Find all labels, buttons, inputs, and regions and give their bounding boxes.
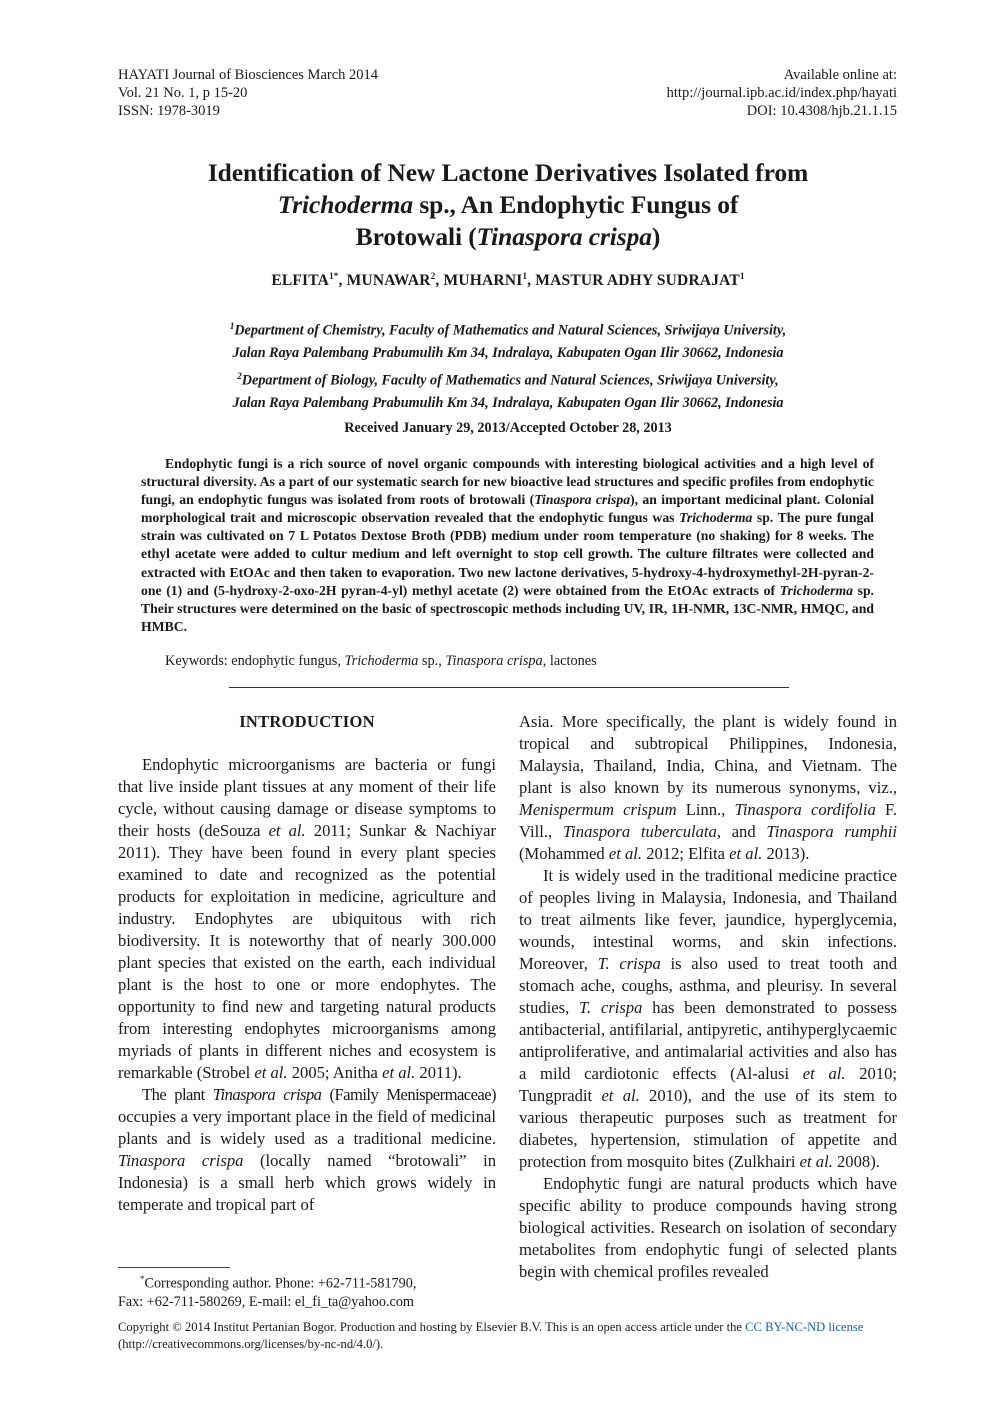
footnote-line-1: *Corresponding author. Phone: +62-711-581790, [140,1274,417,1292]
copyright-notice: Copyright © 2014 Institut Pertanian Bogor. Production and hosting by Elsevier B.V. This is an open access article under the CC BY-NC-ND license (http://creativecommons.org/licenses/by-nc-nd/4.0/). [118,1320,864,1351]
title-line-2: Trichoderma sp., An Endophytic Fungus of [277,190,739,219]
volume-line: Vol. 21 No. 1, p 15-20 [118,85,248,101]
abstract: Endophytic fungi is a rich source of novel organic compounds with interesting biological activities and a high level of structural diversity. As a part of our systematic search for new bioactive lead structures and specific profiles from endophytic fungi, an endophytic fungus was isolated from roots of brotowali (Tinaspora crispa), an important medicinal plant. Colonial morphological trait and microscopic observation revealed that the endophytic fungus was Trichoderma sp. The pure fungal strain was cultivated on 7 L Potatos Dextose Broth (PDB) medium under room temperature (no shaking) for 8 weeks. The ethyl acetate were added to cultur medium and left overnight to stop cell growth. The culture filtrates were collected and extracted with EtOAc and then taken to evaporation. Two new lactone derivatives, 5-hydroxy-4-hydroxymethyl-2H-pyran-2-one (1) and (5-hydroxy-2-oxo-2H pyran-4-yl) methyl acetate (2) were obtained from the EtOAc extracts of Trichoderma sp. Their structures were determined on the basic of spectroscopic methods including UV, IR, 1H-NMR, 13C-NMR, HMQC, and HMBC. [141,456,875,634]
section-divider [229,687,789,688]
license-url[interactable]: (http://creativecommons.org/licenses/by-nc-nd/4.0/). [118,1337,384,1351]
license-link[interactable]: CC BY-NC-ND license [745,1320,864,1334]
footnote-divider [118,1267,230,1268]
issn-line: ISSN: 1978-3019 [118,103,220,119]
online-info [477,66,897,120]
intro-paragraph-2: The plant Tinaspora crispa (Family Menispermaceae) occupies a very important place in the field of medicinal plants and is widely used as a traditional medicine. Tinaspora crispa (locally named “brotowali” in Indonesia) is a small herb which grows widely in temperate and tropical part of [118,1085,497,1214]
affiliation-2-line-1: $^2$Department of Biology, Faculty of Mathematics and Natural Sciences, Sriwijaya University, [237,370,779,389]
corresponding-author-footnote [118,1270,498,1311]
keywords: Keywords: endophytic fungus, Trichoderma sp., Tinaspora crispa, lactones [165,653,597,669]
journal-url[interactable]: http://journal.ipb.ac.id/index.php/hayati [666,85,897,101]
journal-info [118,66,518,120]
journal-line: HAYATI Journal of Biosciences March 2014 [118,67,379,83]
received-accepted-dates: Received January 29, 2013/Accepted October 28, 2013 [344,420,672,436]
body-paragraph-traditional-use: It is widely used in the traditional medicine practice of peoples living in Malaysia, Indonesia, and Thailand to treat ailments like fever, jaundice, hyperglycemia, wounds, intestinal worms, and skin infections. Moreover, T. crispa is also used to treat tooth and stomach ache, coughs, asthma, and pleurisy. In several studies, T. crispa has been demonstrated to possess antibacterial, antifilarial, antipyretic, antihyperglycaemic antiproliferative, and antimalarial activities and also has a mild cardiotonic effects (Al-alusi et al. 2010; Tungpradit et al. 2010), and the use of its stem to various therapeutic purposes such as treatment for diabetes, hypertension, stimulation of appetite and protection from mosquito bites (Zulkhairi et al. 2008). [519,866,898,1171]
affiliations [118,315,898,414]
affiliation-1-line-2: Jalan Raya Palembang Prabumulih Km 34, Indralaya, Kabupaten Ogan Ilir 30662, Indonesia [232,345,784,362]
right-column [519,711,897,1283]
intro-paragraph-2-first-line: The plant Tinaspora crispa (Family Menispermaceae) [142,1085,497,1104]
title-line-3: Brotowali (Tinaspora crispa) [355,222,661,251]
available-line: Available online at: [783,67,897,83]
body-paragraph-continued: Asia. More specifically, the plant is widely found in tropical and subtropical Philippines, Indonesia, Malaysia, Thailand, India, China, and Vietnam. The plant is also known by its numerous synonyms, viz., Menispermum crispum Linn., Tinaspora cordifolia F. Vill., Tinaspora tuberculata, and Tinaspora rumphii (Mohammed et al. 2012; Elfita et al. 2013). [519,712,898,863]
affiliation-1-line-1: $^1$Department of Chemistry, Faculty of Mathematics and Natural Sciences, Sriwijaya University, [229,321,787,339]
affiliation-2-line-2: Jalan Raya Palembang Prabumulih Km 34, Indralaya, Kabupaten Ogan Ilir 30662, Indonesia [232,394,784,411]
section-heading-introduction: INTRODUCTION [239,712,375,731]
doi-line[interactable]: DOI: 10.4308/hjb.21.1.15 [746,103,897,119]
paper-title [118,157,898,253]
left-column [118,711,496,1216]
title-line-1: Identification of New Lactone Derivatives Isolated from [207,158,809,187]
intro-paragraph-1: Endophytic microorganisms are bacteria or fungi that live inside plant tissues at any moment of their life cycle, without causing damage or disease symptoms to their hosts (deSouza et al. 2011; Sunkar & Nachiyar 2011). They have been found in every plant species examined to date and recognized as the potential products for exploitation in medicine, agriculture and industry. Endophytes are ubiquitous with rich biodiversity. It is noteworthy that of nearly 300.000 plant species that existed on the earth, each individual plant is the host to one or more endophytes. The opportunity to find new and targeting natural products from interesting endophytes microorganisms among myriads of plants in different niches and ecosystem is remarkable (Strobel et al. 2005; Anitha et al. 2011). [118,755,496,1082]
footnote-line-2: Fax: +62-711-580269, E-mail: el_fi_ta@yahoo.com [118,1293,414,1310]
author-list: $ELFITA^{1*}$, MUNAWAR$^2$, MUHARNI$^1$, MASTUR ADHY SUDRAJAT$^1$ [271,271,745,290]
body-paragraph-endophytic-fungi: Endophytic fungi are natural products which have specific ability to produce compounds having strong biological activities. Research on isolation of secondary metabolites from endophytic fungi of selected plants begin with chemical profiles revealed [519,1174,897,1281]
